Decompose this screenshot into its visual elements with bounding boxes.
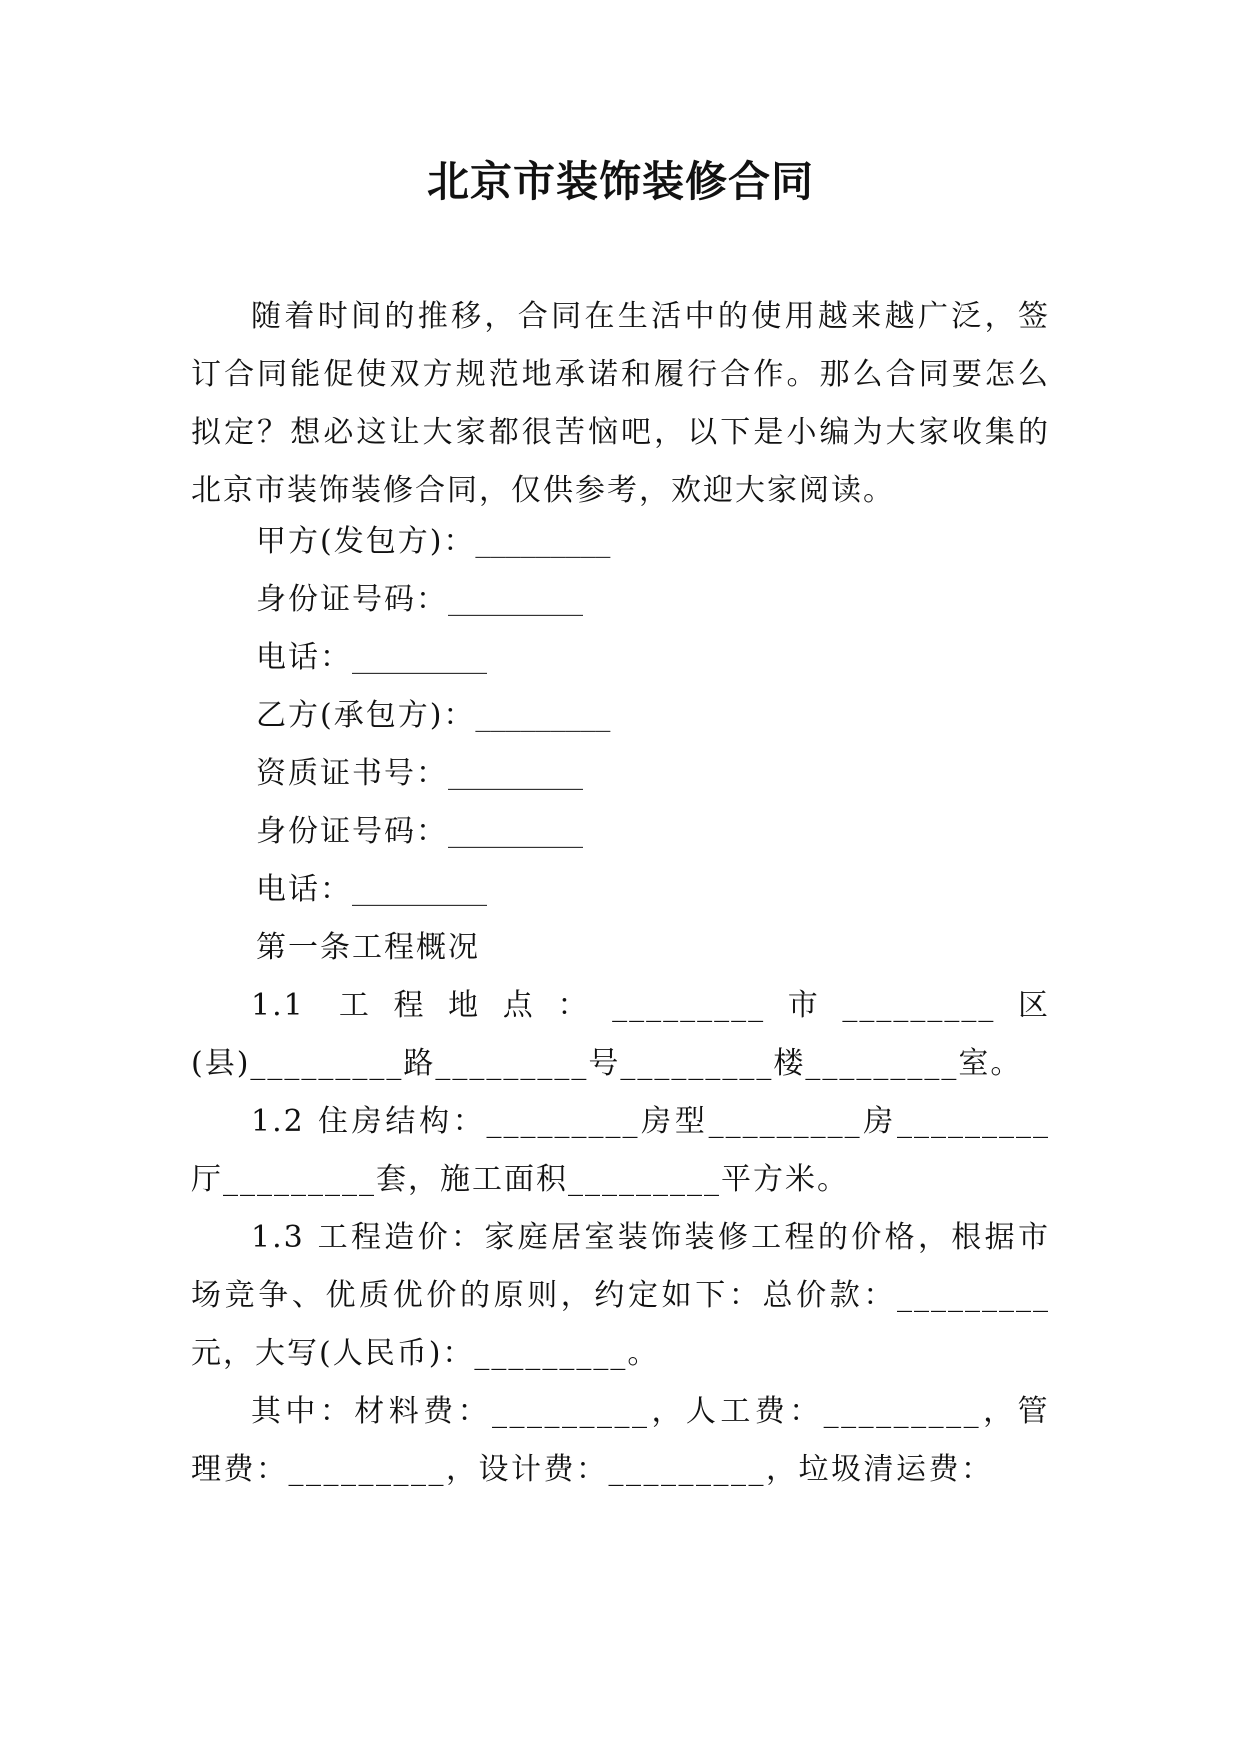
- intro-paragraph: 随着时间的推移，合同在生活中的使用越来越广泛，签订合同能促使双方规范地承诺和履行合作。那么合同要怎么拟定？想必这让大家都很苦恼吧，以下是小编为大家收集的北京市装饰装修合同，仅供参考，欢迎大家阅读。: [191, 299, 1050, 508]
- party-a-phone-line: [256, 629, 487, 687]
- party-a-phone-label: 电话：: [256, 640, 352, 675]
- party-a-label: 甲方(发包方)：: [256, 524, 476, 559]
- party-b-id-label: 身份证号码：: [256, 814, 448, 849]
- party-b-blank: _________: [475, 698, 611, 733]
- party-b-phone-blank: _________: [352, 872, 487, 907]
- party-b-line: [256, 687, 610, 745]
- party-a-line: [256, 513, 610, 571]
- clause-1-3: 1.3 工程造价：家庭居室装饰装修工程的价格，根据市场竞争、优质优价的原则，约定如下：总价款：_________元，大写(人民币)：_________。: [191, 1220, 1050, 1371]
- party-b-phone-line: [256, 861, 487, 919]
- party-a-id-blank: _________: [448, 582, 583, 617]
- party-a-blank: _________: [475, 524, 611, 559]
- article-1-heading: 第一条工程概况: [256, 930, 480, 965]
- clause-1-1: 1.1 工程地点：_________市_________区(县)_________路_________号_________楼_________室。: [191, 988, 1050, 1081]
- party-b-id-blank: _________: [448, 814, 583, 849]
- party-a-id-line: [256, 571, 583, 629]
- party-a-id-label: 身份证号码：: [256, 582, 448, 617]
- clause-fees: 其中：材料费：_________，人工费：_________，管理费：_________，设计费：_________，垃圾清运费：: [191, 1394, 1050, 1487]
- party-b-id-line: [256, 803, 583, 861]
- party-b-cert-label: 资质证书号：: [256, 756, 448, 791]
- party-b-label: 乙方(承包方)：: [256, 698, 476, 733]
- party-b-cert-blank: _________: [448, 756, 583, 791]
- document-title: 北京市装饰装修合同: [426, 157, 814, 206]
- party-a-phone-blank: _________: [352, 640, 487, 675]
- clause-1-2: 1.2 住房结构：_________房型_________房_________厅_________套，施工面积_________平方米。: [191, 1104, 1050, 1197]
- party-b-cert-line: [256, 745, 583, 803]
- party-b-phone-label: 电话：: [256, 872, 352, 907]
